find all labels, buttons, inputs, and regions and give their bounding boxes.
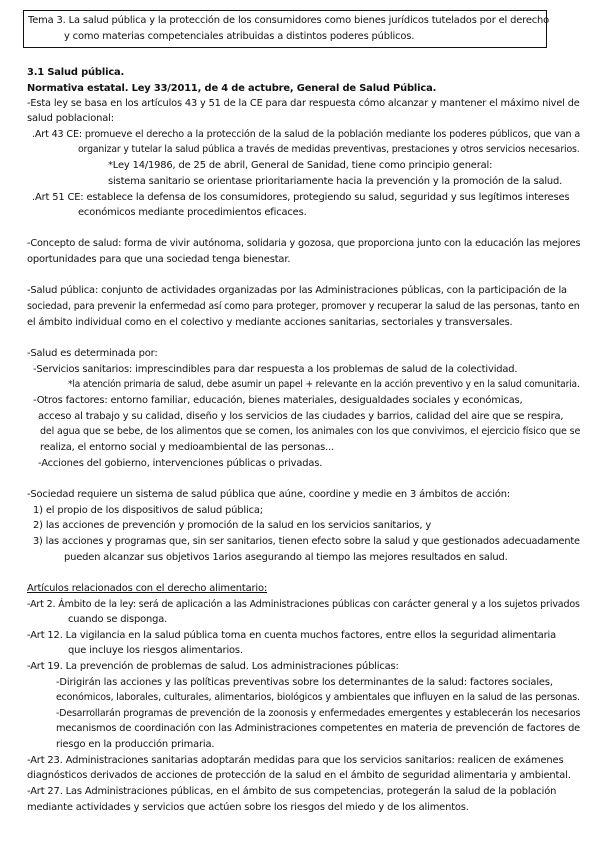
text-line: *la atención primaria de salud, debe asumir un papel + relevante en la acción preventivo y en la salud comunitaria. bbox=[68, 379, 580, 390]
text-line: -Sociedad requiere un sistema de salud pública que aúne, coordine y medie en 3 ámbitos de acción: bbox=[27, 489, 511, 500]
text-line: el ámbito individual como en el colectivo y mediante acciones sanitarias, sectoriales y transversales. bbox=[27, 317, 513, 328]
text-line: .Art 43 CE: promueve el derecho a la protección de la salud de la población mediante los poderes públicos, que van a bbox=[32, 129, 581, 140]
text-line: acceso al trabajo y su calidad, diseño y los servicios de las ciudades y barrios, calidad del aire que se respira, bbox=[38, 411, 564, 422]
text-line: -Esta ley se basa en los artículos 43 y 51 de la CE para dar respuesta cómo alcanzar y mantener el máximo nivel de bbox=[27, 98, 580, 109]
text-line: -Art 19. La prevención de problemas de salud. Los administraciones públicas: bbox=[27, 661, 399, 672]
text-line: del agua que se bebe, de los alimentos que se comen, los animales con los que convivimos, el ejercicio físico que se bbox=[40, 426, 581, 437]
section-heading: 3.1 Salud pública. bbox=[27, 67, 125, 78]
text-line: sistema sanitario se orientase prioritariamente hacia la prevención y la promoción de la salud. bbox=[108, 176, 563, 187]
text-line: -Art 27. Las Administraciones públicas, en el ámbito de sus competencias, protegerán la salud de la población bbox=[27, 786, 557, 797]
text-line: salud poblacional: bbox=[27, 113, 114, 124]
text-line: -Otros factores: entorno familiar, educación, bienes materiales, desigualdades sociales y económicas, bbox=[33, 395, 523, 406]
text-line: que incluye los riesgos alimentarios. bbox=[68, 645, 243, 656]
section-subheading: Normativa estatal. Ley 33/2011, de 4 de actubre, General de Salud Pública. bbox=[27, 83, 437, 94]
text-line: sociedad, para prevenir la enfermedad así como para proteger, promover y recuperar la salud de las personas, tanto en bbox=[27, 301, 580, 312]
text-line: -Dirigirán las acciones y las políticas preventivas sobre los determinantes de la salud: factores sociales, bbox=[56, 677, 553, 688]
text-line: -Acciones del gobierno, intervenciones públicas o privadas. bbox=[38, 458, 323, 469]
text-line: organizar y tutelar la salud pública a través de medidas preventivas, prestaciones y otros servicios necesarios. bbox=[78, 144, 580, 155]
text-line: realiza, el entorno social y medioambiental de las personas... bbox=[40, 442, 335, 453]
text-line: diagnósticos derivados de acciones de protección de la salud en el ámbito de seguridad alimentaria y ambiental. bbox=[27, 770, 571, 781]
text-line: pueden alcanzar sus objetivos 1arios asegurando al tiempo las mejores resultados en salud. bbox=[64, 552, 508, 563]
text-line: .Art 51 CE: establece la defensa de los consumidores, protegiendo su salud, seguridad y sus legítimos intereses bbox=[32, 192, 570, 203]
section-heading-articles: Artículos relacionados con el derecho alimentario: bbox=[27, 583, 268, 594]
title-line-1: Tema 3. La salud pública y la protección de los consumidores como bienes jurídicos tutelados por el derecho bbox=[28, 15, 550, 26]
text-line: 2) las acciones de prevención y promoción de la salud en los servicios sanitarios, y bbox=[33, 520, 432, 531]
text-line: -Concepto de salud: forma de vivir autónoma, solidaria y gozosa, que proporciona junto con la educación las mejores bbox=[27, 238, 581, 249]
text-line: -Art 2. Ámbito de la ley: será de aplicación a las Administraciones públicas con carácter general y a los sujetos privados bbox=[27, 599, 580, 610]
text-line: -Salud es determinada por: bbox=[27, 348, 158, 359]
text-line: *Ley 14/1986, de 25 de abril, General de Sanidad, tiene como principio general: bbox=[108, 160, 493, 171]
text-line: 3) las acciones y programas que, sin ser sanitarios, tienen efecto sobre la salud y que gestionados adecuadamente bbox=[33, 536, 580, 547]
text-line: -Desarrollarán programas de prevención de la zoonosis y enfermedades emergentes y establecerán los necesarios bbox=[56, 708, 581, 719]
text-line: mediante actividades y servicios que actúen sobre los riesgos del miedo y de los alimentos. bbox=[27, 802, 469, 813]
text-line: riesgo en la producción primaria. bbox=[56, 739, 215, 750]
text-line: cuando se disponga. bbox=[68, 614, 168, 625]
text-line: -Art 23. Administraciones sanitarias adoptarán medidas para que los servicios sanitarios: realicen de exámenes bbox=[27, 755, 564, 766]
text-line: económicos, laborales, culturales, alimentarios, biológicos y ambientales que influyen en la salud de las personas. bbox=[56, 692, 580, 703]
text-line: 1) el propio de los dispositivos de salud pública; bbox=[33, 505, 263, 516]
text-line: oportunidades para que una sociedad tenga bienestar. bbox=[27, 254, 291, 265]
text-line: -Art 12. La vigilancia en la salud pública toma en cuenta muchos factores, entre ellos la seguridad alimentaria bbox=[27, 630, 557, 641]
title-line-2: y como materias competenciales atribuidas a distintos poderes públicos. bbox=[64, 31, 415, 42]
text-line: -Servicios sanitarios: imprescindibles para dar respuesta a los problemas de salud de la colectividad. bbox=[33, 364, 518, 375]
text-line: mecanismos de coordinación con las Administraciones competentes en materia de prevención de factores de bbox=[56, 723, 581, 734]
text-line: económicos mediante procedimientos eficaces. bbox=[78, 207, 307, 218]
text-line: -Salud pública: conjunto de actividades organizadas por las Administraciones públicas, con la participación de la bbox=[27, 285, 567, 296]
